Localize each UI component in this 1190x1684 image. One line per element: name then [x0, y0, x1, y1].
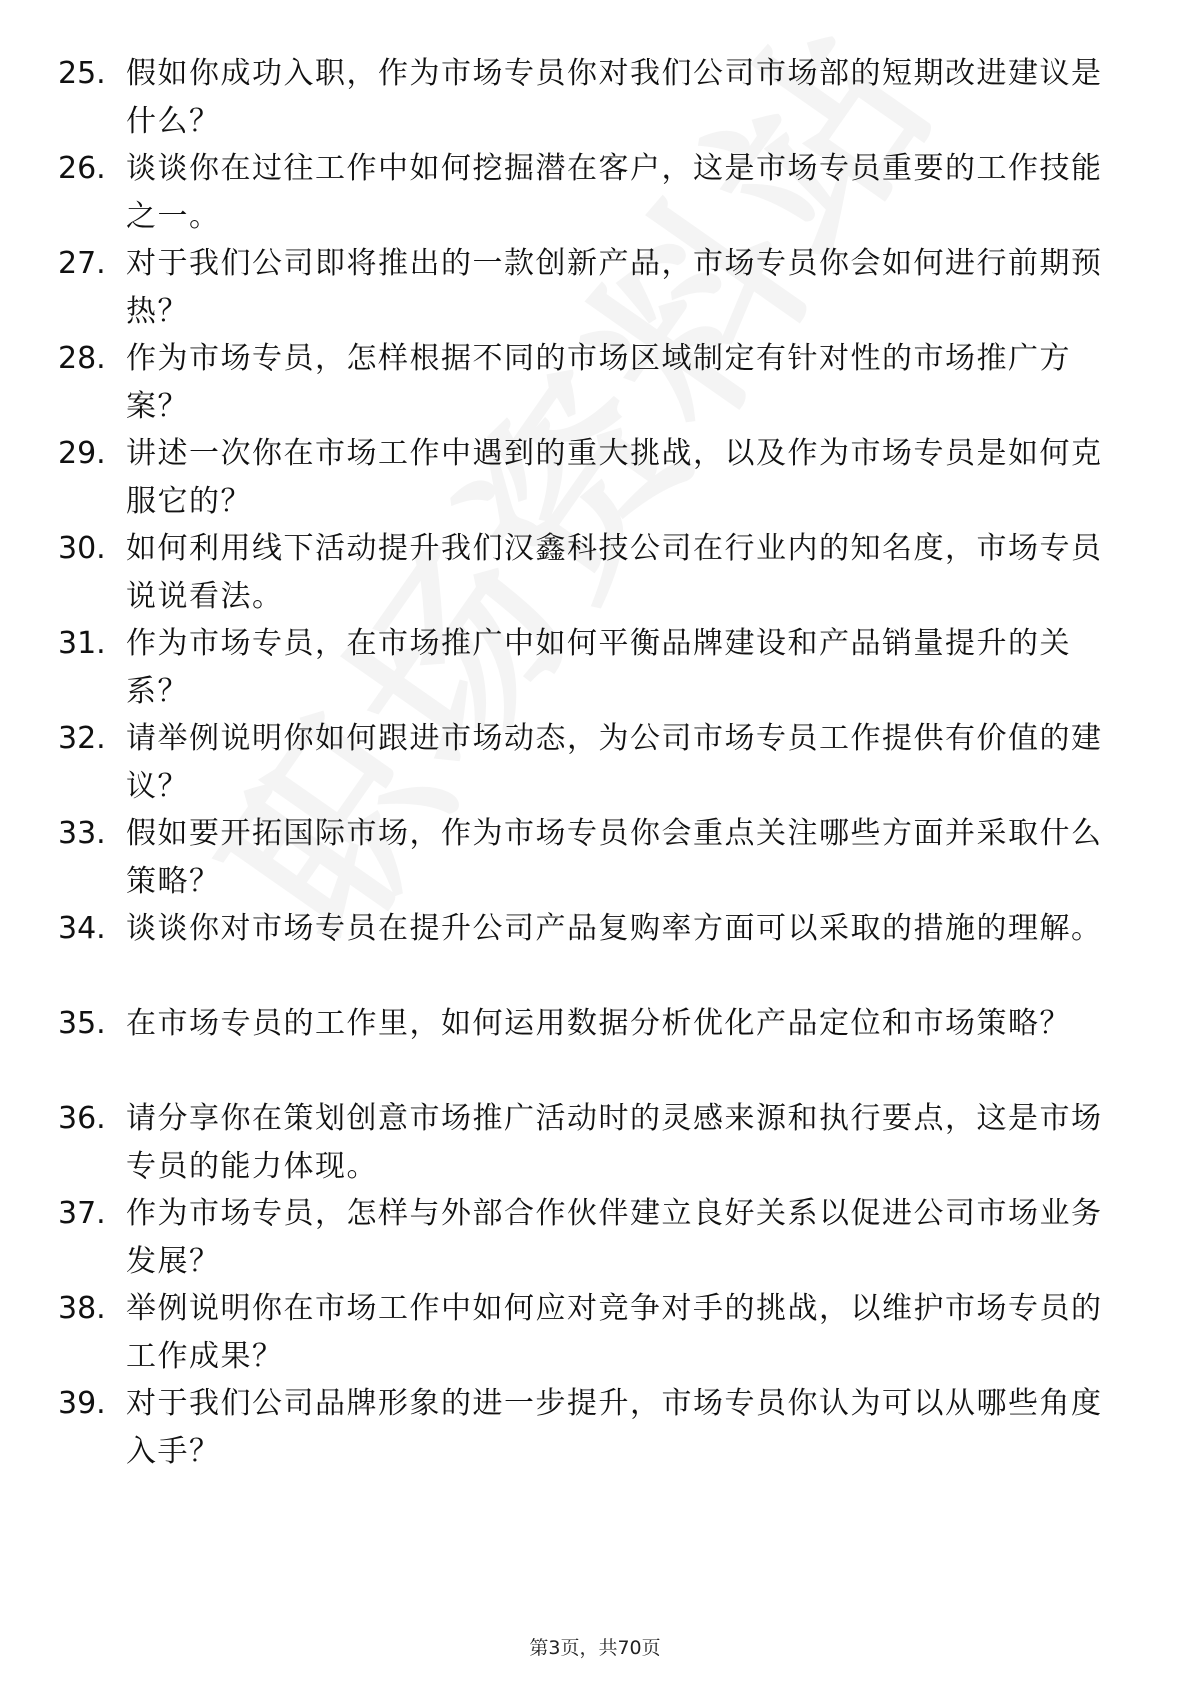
- question-number: 39.: [58, 1386, 106, 1421]
- list-item: [58, 430, 1108, 520]
- list-item: [58, 810, 1108, 900]
- question-number: 38.: [58, 1291, 106, 1326]
- question-number: 28.: [58, 341, 106, 376]
- question-number: 25.: [58, 56, 106, 91]
- question-number: 34.: [58, 911, 106, 946]
- question-number: 30.: [58, 531, 106, 566]
- page-number: 第3页，共70页: [529, 1637, 661, 1659]
- question-number: 31.: [58, 626, 106, 661]
- list-item: [58, 1000, 1108, 1090]
- question-number: 35.: [58, 1006, 106, 1041]
- page-footer: [0, 1636, 1190, 1660]
- question-text: 对于我们公司品牌形象的进一步提升，市场专员你认为可以从哪些角度入手？: [126, 1386, 1103, 1469]
- list-item: [58, 50, 1108, 140]
- list-item: [58, 1190, 1108, 1280]
- question-text: 请举例说明你如何跟进市场动态，为公司市场专员工作提供有价值的建议？: [126, 721, 1103, 804]
- question-text: 谈谈你对市场专员在提升公司产品复购率方面可以采取的措施的理解。: [126, 911, 1103, 946]
- list-item: [58, 1380, 1108, 1470]
- question-text: 举例说明你在市场工作中如何应对竞争对手的挑战，以维护市场专员的工作成果？: [126, 1291, 1103, 1374]
- list-item: [58, 145, 1108, 235]
- question-number: 32.: [58, 721, 106, 756]
- question-text: 假如要开拓国际市场，作为市场专员你会重点关注哪些方面并采取什么策略？: [126, 816, 1103, 899]
- question-number: 29.: [58, 436, 106, 471]
- list-item: [58, 240, 1108, 330]
- question-number: 27.: [58, 246, 106, 281]
- question-text: 请分享你在策划创意市场推广活动时的灵感来源和执行要点，这是市场专员的能力体现。: [126, 1101, 1103, 1184]
- list-item: [58, 525, 1108, 615]
- list-item: [58, 905, 1108, 995]
- question-text: 谈谈你在过往工作中如何挖掘潜在客户，这是市场专员重要的工作技能之一。: [126, 151, 1103, 234]
- list-item: [58, 335, 1108, 425]
- question-text: 作为市场专员，怎样根据不同的市场区域制定有针对性的市场推广方案？: [126, 341, 1071, 424]
- question-text: 作为市场专员，在市场推广中如何平衡品牌建设和产品销量提升的关系？: [126, 626, 1071, 709]
- question-number: 37.: [58, 1196, 106, 1231]
- list-item: [58, 715, 1108, 805]
- question-text: 讲述一次你在市场工作中遇到的重大挑战，以及作为市场专员是如何克服它的？: [126, 436, 1103, 519]
- question-text: 假如你成功入职，作为市场专员你对我们公司市场部的短期改进建议是什么？: [126, 56, 1103, 139]
- question-number: 36.: [58, 1101, 106, 1136]
- question-number: 26.: [58, 151, 106, 186]
- question-text: 对于我们公司即将推出的一款创新产品，市场专员你会如何进行前期预热？: [126, 246, 1103, 329]
- question-text: 作为市场专员，怎样与外部合作伙伴建立良好关系以促进公司市场业务发展？: [126, 1196, 1103, 1279]
- list-item: [58, 1285, 1108, 1375]
- question-number: 33.: [58, 816, 106, 851]
- list-item: [58, 1095, 1108, 1185]
- question-text: 在市场专员的工作里，如何运用数据分析优化产品定位和市场策略？: [126, 1006, 1071, 1041]
- list-item: [58, 620, 1108, 710]
- question-text: 如何利用线下活动提升我们汉鑫科技公司在行业内的知名度，市场专员说说看法。: [126, 531, 1103, 614]
